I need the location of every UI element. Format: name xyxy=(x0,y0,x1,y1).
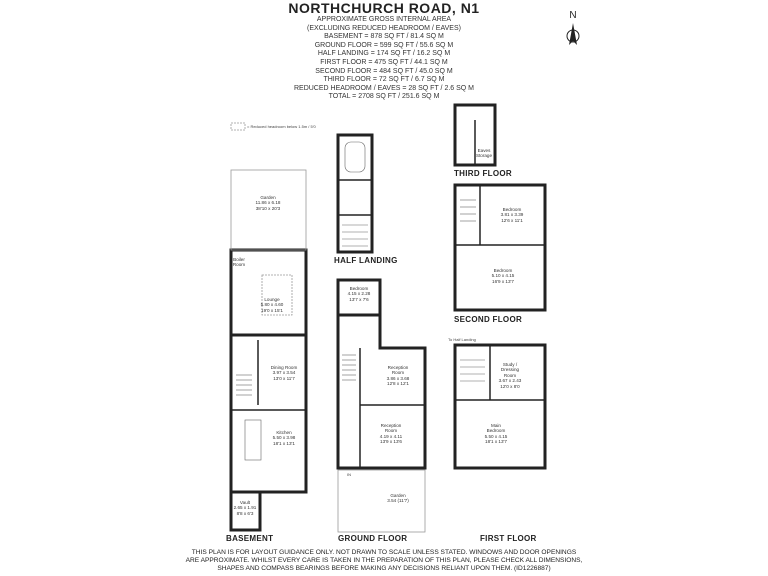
room-name: Dining Room xyxy=(270,365,298,370)
floor-label-second: SECOND FLOOR xyxy=(454,315,523,324)
room-sub: Dressing xyxy=(500,367,520,373)
room-sub: Room xyxy=(503,372,517,378)
area-line: FIRST FLOOR = 475 SQ FT / 44.1 SQ M xyxy=(320,58,448,66)
room-name: Vault xyxy=(239,500,251,505)
room-name: Lounge xyxy=(264,297,280,302)
room-garden-front xyxy=(378,493,418,504)
area-line: GROUND FLOOR = 599 SQ FT / 55.6 SQ M xyxy=(314,41,454,49)
room-imperial: 12'0 x 8'0 xyxy=(500,383,520,389)
room-imperial: 8'8 x 6'3 xyxy=(236,510,254,516)
room-dims: 4.15 x 2.28 xyxy=(347,291,371,297)
room-name: Kitchen xyxy=(276,430,292,435)
area-line: THIRD FLOOR = 72 SQ FT / 6.7 SQ M xyxy=(323,76,445,84)
room-dims: 5.50 x 4.15 xyxy=(484,433,508,439)
compass-north-label: N xyxy=(569,10,577,21)
room-dims: 3.54 (11'7) xyxy=(387,498,409,504)
area-line: SECOND FLOOR = 484 SQ FT / 45.0 SQ M xyxy=(315,67,453,75)
room-name: Bedroom xyxy=(349,286,369,291)
room-name: Eaves xyxy=(477,148,491,153)
room-imperial: 13'0 x 11'7 xyxy=(273,375,295,381)
room-lounge xyxy=(250,297,294,313)
room-gf-bedroom xyxy=(340,286,378,302)
second-floor-outline xyxy=(455,185,545,310)
room-dims: 3.81 x 3.39 xyxy=(500,212,524,218)
room-dims: 3.67 x 2.43 xyxy=(498,378,522,384)
disclaimer xyxy=(0,549,768,573)
room-name: Garden xyxy=(260,195,276,200)
floor-label-first: FIRST FLOOR xyxy=(480,534,537,543)
floor-label-basement: BASEMENT xyxy=(226,534,274,543)
entrance-label: IN xyxy=(347,472,351,477)
room-imperial: 12'8 x 12'1 xyxy=(387,381,409,387)
room-kitchen xyxy=(262,430,306,446)
room-imperial: 38'10 x 20'3 xyxy=(255,205,281,211)
room-name: Bedroom xyxy=(493,268,513,273)
disclaimer-line: THIS PLAN IS FOR LAYOUT GUIDANCE ONLY. NOT DRAWN TO SCALE UNLESS STATED. WINDOWS AND DOOR OPENINGS xyxy=(191,549,577,556)
room-sub: Room xyxy=(232,262,246,268)
room-name: Main xyxy=(491,423,501,428)
room-imperial: 18'1 x 13'1 xyxy=(273,440,295,446)
room-name: Boiler xyxy=(233,257,245,262)
area-line: APPROXIMATE GROSS INTERNAL AREA xyxy=(316,16,452,23)
room-vault xyxy=(231,500,259,516)
room-dims: 4.19 x 4.11 xyxy=(379,433,403,439)
room-name: Reception xyxy=(380,423,402,428)
area-line: BASEMENT = 878 SQ FT / 81.4 SQ M xyxy=(324,33,444,41)
room-boiler xyxy=(231,257,247,268)
room-dims: 3.97 x 3.54 xyxy=(272,370,296,376)
room-eaves-storage xyxy=(474,148,494,159)
room-imperial: 13'7 x 7'6 xyxy=(349,296,369,302)
to-half-landing-label: To Half Landing xyxy=(448,337,476,342)
room-sub: Bedroom xyxy=(486,428,506,434)
ground-floor-outline xyxy=(338,315,425,468)
legend-swatch xyxy=(231,123,245,130)
area-line: (EXCLUDING REDUCED HEADROOM / EAVES) xyxy=(307,24,461,32)
room-dims: 3.86 x 3.68 xyxy=(386,375,410,381)
area-line: HALF LANDING = 174 SQ FT / 16.2 SQ M xyxy=(317,50,451,58)
half-landing-outline xyxy=(338,135,372,252)
room-dims: 11.86 x 6.18 xyxy=(255,200,281,206)
room-dims: 5.80 x 4.60 xyxy=(260,302,284,308)
room-dining xyxy=(262,365,306,381)
room-sub: Storage xyxy=(475,153,493,159)
room-name: Garden xyxy=(390,493,406,498)
room-imperial: 19'0 x 15'1 xyxy=(261,307,283,313)
area-line: TOTAL = 2708 SQ FT / 251.6 SQ M xyxy=(328,93,440,101)
room-sub: Room xyxy=(384,428,398,434)
disclaimer-line: SHAPES AND COMPASS BEARINGS BEFORE MAKING ANY DECISIONS RELIANT UPON THEM. (ID1226887) xyxy=(217,565,551,572)
legend-label: = Reduced headroom below 1.5m / 5'0 xyxy=(247,124,316,129)
plan-title: NORTHCHURCH ROAD, N1 xyxy=(288,0,480,16)
room-sf-bedroom-1 xyxy=(490,207,534,223)
room-imperial: 13'9 x 13'6 xyxy=(380,439,402,445)
floor-label-ground: GROUND FLOOR xyxy=(338,534,408,543)
room-name: Bedroom xyxy=(502,207,522,212)
room-reception-1 xyxy=(374,365,422,387)
room-sub: Room xyxy=(391,370,405,376)
room-dims: 5.10 x 4.15 xyxy=(491,273,515,279)
room-imperial: 18'1 x 13'7 xyxy=(485,439,507,445)
room-garden-rear xyxy=(248,195,288,211)
area-line: REDUCED HEADROOM / EAVES = 28 SQ FT / 2.6 SQ M xyxy=(293,84,475,92)
disclaimer-line: ARE APPROXIMATE. WHILST EVERY CARE IS TAKEN IN THE PREPARATION OF THIS PLAN, PLEASE CHECK ALL DIMENSIONS, xyxy=(185,557,583,564)
room-dims: 2.65 x 1.91 xyxy=(233,505,257,511)
room-sf-bedroom-2 xyxy=(478,268,528,284)
room-name: Study / xyxy=(502,362,518,367)
floor-label-half-landing: HALF LANDING xyxy=(334,256,398,265)
room-imperial: 12'6 x 11'1 xyxy=(501,217,523,223)
room-dims: 5.50 x 3.98 xyxy=(272,435,296,441)
room-imperial: 16'9 x 13'7 xyxy=(492,278,514,284)
room-study xyxy=(490,362,530,389)
room-main-bedroom xyxy=(470,423,522,445)
room-reception-2 xyxy=(366,423,416,445)
room-name: Reception xyxy=(387,365,409,370)
floor-label-third: THIRD FLOOR xyxy=(454,169,512,178)
